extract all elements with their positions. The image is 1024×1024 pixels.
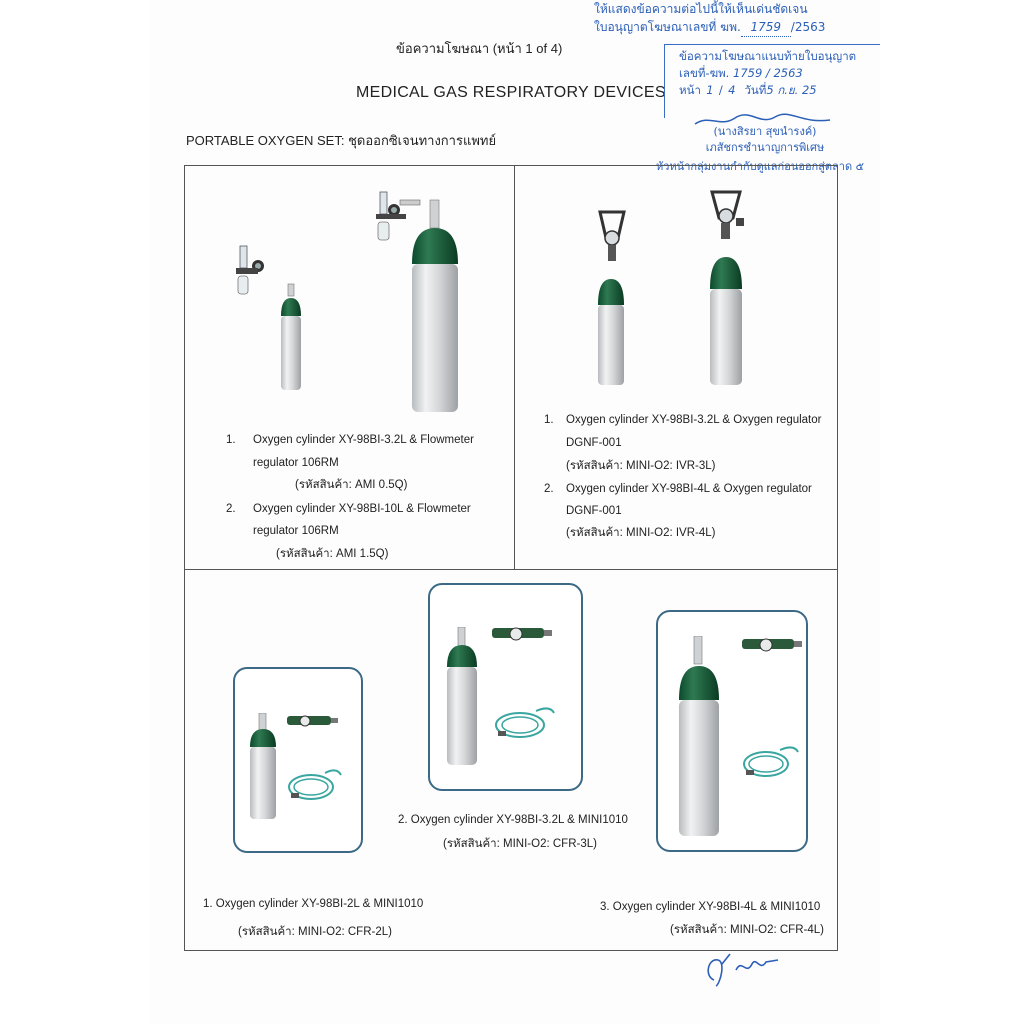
- bottom-item-3-code: (รหัสสินค้า: MINI-O2: CFR-4L): [670, 924, 824, 936]
- product-frame-2l: [233, 667, 363, 853]
- oxygen-regulator-dgnf-small: [594, 210, 630, 266]
- cylinder-10l-icon: [408, 198, 462, 416]
- stamp-page-prefix: หน้า: [679, 83, 701, 97]
- nasal-cannula-icon: [740, 740, 802, 786]
- top-left-item-2-line-1: Oxygen cylinder XY-98BI-10L & Flowmeter: [253, 503, 471, 515]
- mini1010-regulator-icon: [287, 713, 339, 729]
- cylinder-3-2l-icon: [444, 627, 480, 767]
- stamp-number-line: [679, 65, 880, 82]
- stamp-line-1: ให้แสดงข้อความต่อไปนี้ให้เห็นเด่นชัดเจน: [594, 2, 808, 16]
- top-left-item-2-code: (รหัสสินค้า: AMI 1.5Q): [276, 548, 389, 560]
- flowmeter-regulator-small: [230, 240, 274, 300]
- stamp-officer: [690, 124, 840, 156]
- bottom-item-2-code: (รหัสสินค้า: MINI-O2: CFR-3L): [443, 838, 597, 850]
- top-right-item-2-number: 2.: [544, 483, 554, 495]
- stamp-page-total: 4: [728, 83, 736, 97]
- top-right-item-1-line-2: DGNF-001: [566, 437, 622, 449]
- top-left-item-1-code: (รหัสสินค้า: AMI 0.5Q): [295, 479, 408, 491]
- bottom-item-3-label: 3. Oxygen cylinder XY-98BI-4L & MINI1010: [600, 901, 821, 913]
- panel-divider-vertical: [514, 165, 515, 569]
- top-right-item-1-line-1: Oxygen cylinder XY-98BI-3.2L & Oxygen regulator: [566, 414, 822, 426]
- top-right-item-2-line-2: DGNF-001: [566, 505, 622, 517]
- stamp-attach-line: ข้อความโฆษณาแนบท้ายใบอนุญาต: [679, 49, 857, 63]
- stamp-number-prefix: เลขที่-ฆพ.: [679, 66, 730, 80]
- bottom-item-1-code: (รหัสสินค้า: MINI-O2: CFR-2L): [238, 926, 392, 938]
- top-left-item-2-number: 2.: [226, 503, 236, 515]
- top-right-item-1-code: (รหัสสินค้า: MINI-O2: IVR-3L): [566, 460, 716, 472]
- stamp-date-label: วันที่: [744, 83, 767, 97]
- stamp-line-2: [594, 18, 894, 37]
- stamp-date: 5 ก.ย. 25: [766, 83, 817, 97]
- bottom-item-1-label: 1. Oxygen cylinder XY-98BI-2L & MINI1010: [203, 898, 424, 910]
- cylinder-4l-icon: [708, 245, 744, 387]
- stamp-officer-name: (นางสิรยา สุขนำรงค์): [713, 125, 817, 138]
- product-frame-3-2l: [428, 583, 583, 791]
- nasal-cannula-icon: [285, 763, 345, 809]
- top-left-item-1-number: 1.: [226, 434, 236, 446]
- nasal-cannula-icon: [492, 703, 558, 747]
- stamp-page-line: หน้า 1 / 4 วันที่5 ก.ย. 25: [679, 83, 817, 97]
- top-right-item-2-code: (รหัสสินค้า: MINI-O2: IVR-4L): [566, 527, 716, 539]
- oxygen-regulator-dgnf-large: [706, 190, 746, 244]
- page-title: MEDICAL GAS RESPIRATORY DEVICES: [356, 84, 666, 101]
- stamp-number-value: 1759 / 2563: [733, 66, 803, 80]
- cylinder-2l-icon: [247, 713, 279, 821]
- approval-stamp-box: [664, 44, 880, 118]
- handwritten-signature: [700, 950, 790, 990]
- top-right-item-1-number: 1.: [544, 414, 554, 426]
- top-left-item-1-line-1: Oxygen cylinder XY-98BI-3.2L & Flowmeter: [253, 434, 474, 446]
- panel-divider-horizontal: [184, 569, 838, 570]
- stamp-license-suffix: /2563: [790, 20, 826, 34]
- top-left-item-1-line-2: regulator 106RM: [253, 457, 339, 469]
- cylinder-3-2l-icon: [278, 282, 304, 394]
- mini1010-regulator-icon: [492, 625, 554, 643]
- cylinder-3-2l-icon: [596, 265, 626, 387]
- section-heading: PORTABLE OXYGEN SET: ชุดออกซิเจนทางการแพทย์: [186, 133, 497, 148]
- stamp-page-number: 1: [706, 83, 714, 97]
- approval-stamp-header: [594, 0, 894, 37]
- page-label: ข้อความโฆษณา (หน้า 1 of 4): [396, 41, 563, 56]
- stamp-license-number: 1759: [741, 18, 791, 37]
- top-right-item-2-line-1: Oxygen cylinder XY-98BI-4L & Oxygen regulator: [566, 483, 812, 495]
- product-frame-4l: [656, 610, 808, 852]
- stamp-department: หัวหน้ากลุ่มงานกำกับดูแลก่อนออกสู่ตลาด ๕: [656, 160, 864, 173]
- mini1010-regulator-icon: [742, 636, 804, 654]
- bottom-item-2-label: 2. Oxygen cylinder XY-98BI-3.2L & MINI1010: [398, 814, 628, 826]
- stamp-license-prefix: ใบอนุญาตโฆษณาเลขที่ ฆพ.: [594, 20, 741, 34]
- top-left-item-2-line-2: regulator 106RM: [253, 525, 339, 537]
- cylinder-4l-icon: [676, 636, 722, 838]
- stamp-officer-position: เภสัชกรชำนาญการพิเศษ: [705, 141, 825, 154]
